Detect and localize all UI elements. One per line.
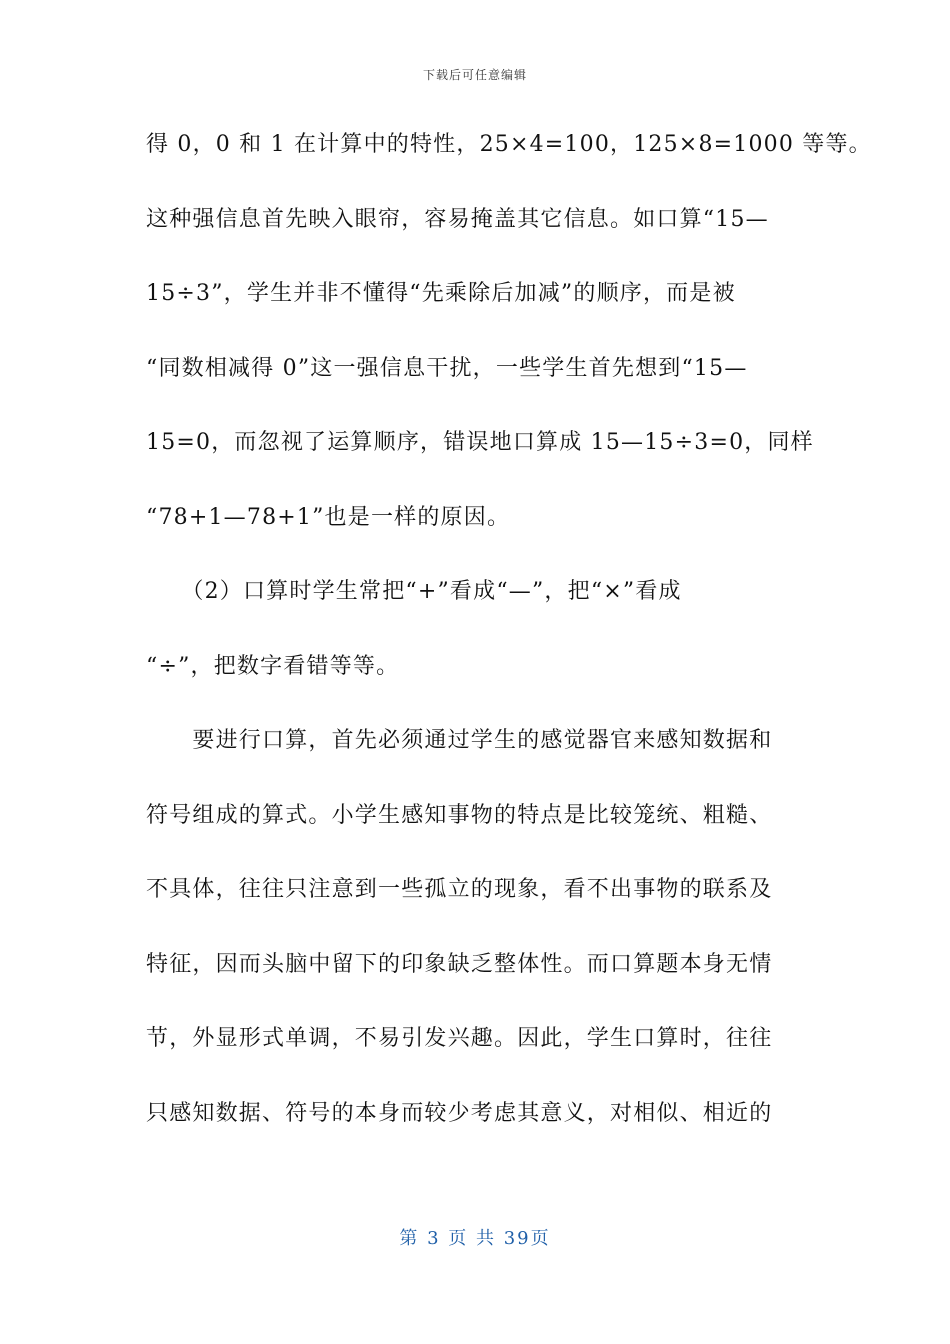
page-header: 下载后可任意编辑 [422,68,527,82]
document-body [146,124,872,1167]
text-line: 15÷3”，学生并非不懂得“先乘除后加减”的顺序，而是被 [146,281,736,306]
text-line: 不具体，往往只注意到一些孤立的现象，看不出事物的联系及 [146,877,773,902]
text-line: 特征，因而头脑中留下的印象缺乏整体性。而口算题本身无情 [146,951,773,977]
text-line: 要进行口算，首先必须通过学生的感觉器官来感知数据和 [146,728,773,753]
text-line: 节，外显形式单调，不易引发兴趣。因此，学生口算时，往往 [146,1026,773,1051]
text-line: “÷”，把数字看错等等。 [146,653,400,679]
text-line: （2）口算时学生常把“+”看成“—”，把“×”看成 [146,579,682,604]
text-line: “78+1—78+1”也是一样的原因。 [146,504,511,530]
page-footer: 第 3 页 共 39页 [399,1228,551,1249]
text-line: 这种强信息首先映入眼帘，容易掩盖其它信息。如口算“15— [146,206,769,232]
text-line: 得 0，0 和 1 在计算中的特性，25×4=100，125×8=1000 等等。 [146,132,872,157]
text-line: 符号组成的算式。小学生感知事物的特点是比较笼统、粗糙、 [146,802,773,828]
text-line: 15=0，而忽视了运算顺序，错误地口算成 15—15÷3=0，同样 [146,430,814,455]
text-line: “同数相减得 0”这一强信息干扰，一些学生首先想到“15— [146,355,748,381]
text-line: 只感知数据、符号的本身而较少考虑其意义，对相似、相近的 [146,1100,773,1126]
